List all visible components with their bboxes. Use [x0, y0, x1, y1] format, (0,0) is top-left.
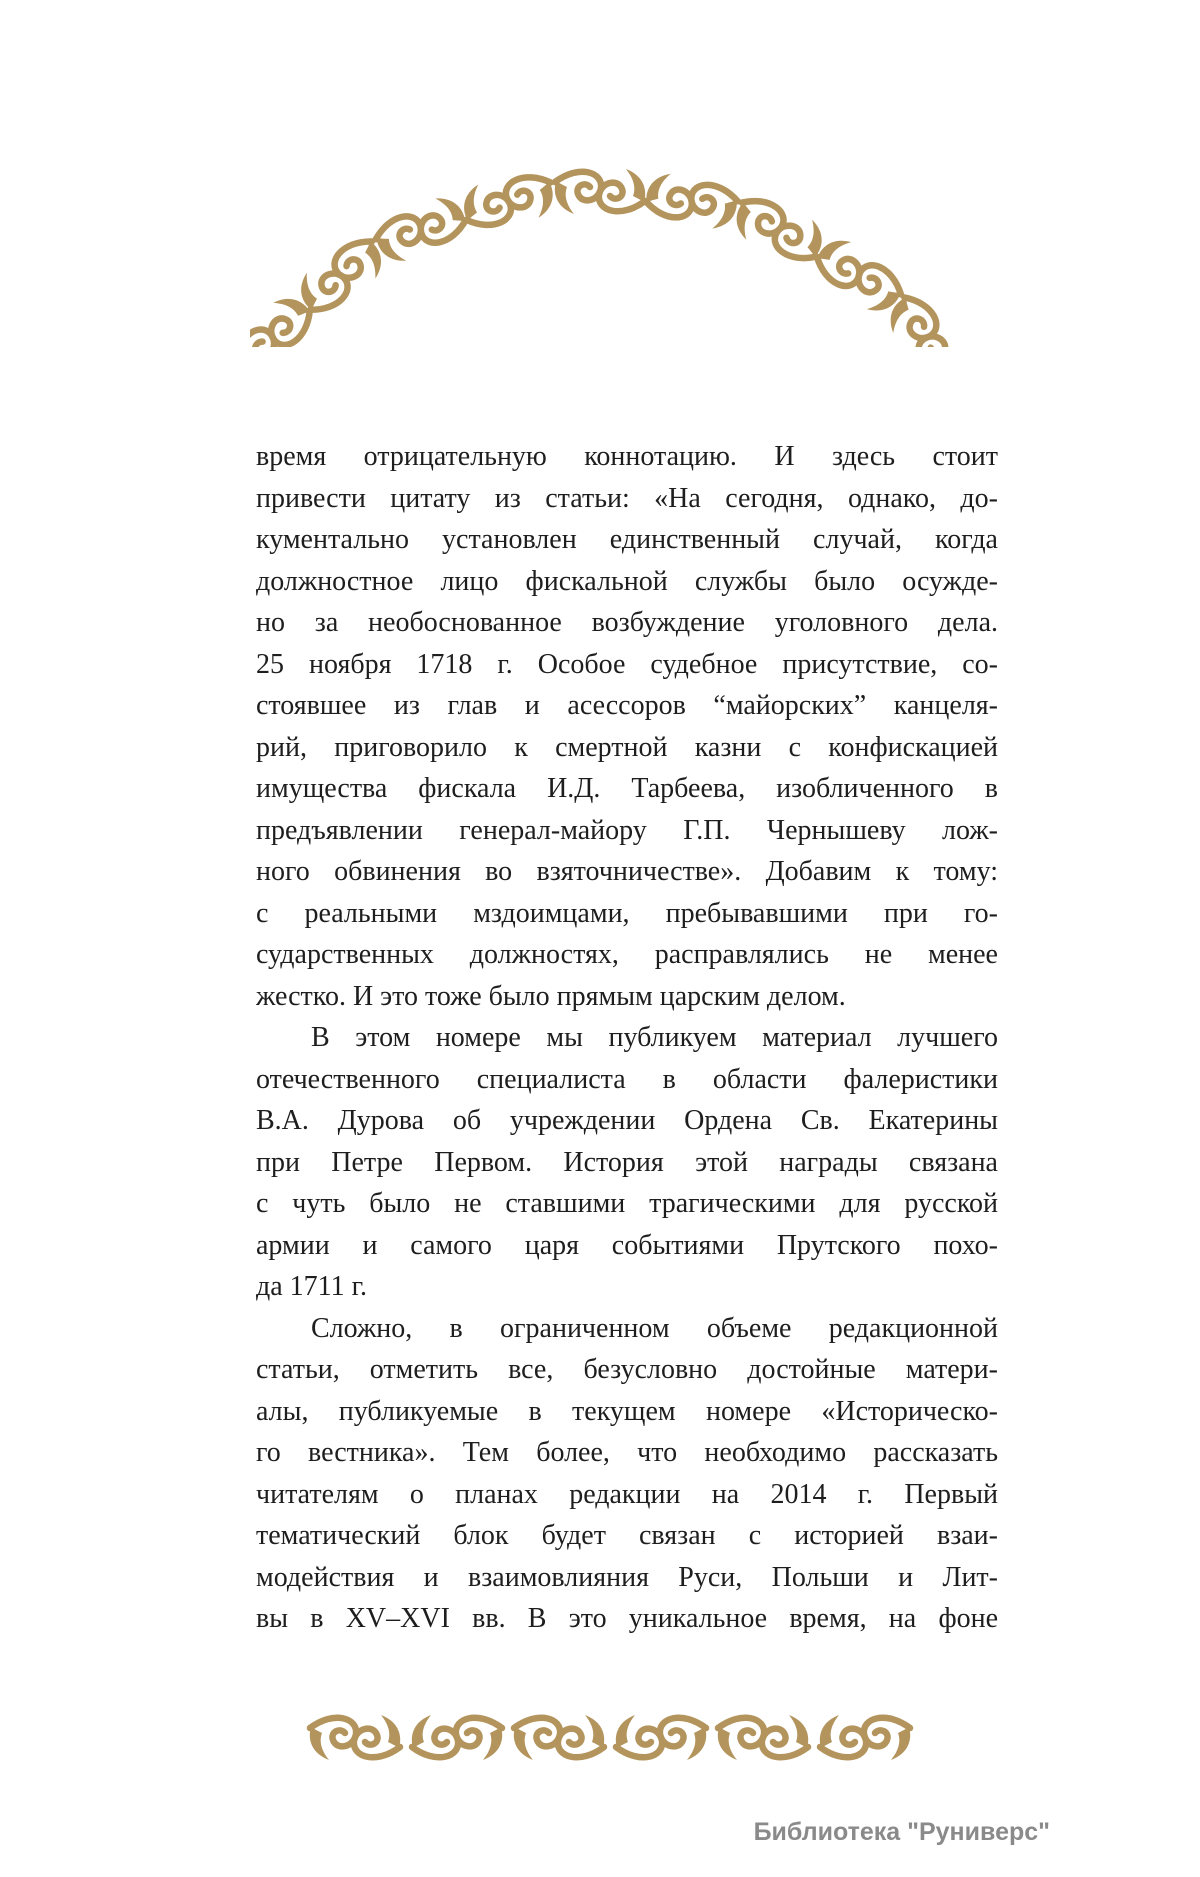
- text-line: отечественного специалиста в области фалеристики: [256, 1063, 998, 1095]
- text-line: модействия и взаимовлияния Руси, Польши и Лит-: [256, 1561, 998, 1593]
- text-line: стоявшее из глав и асессоров “майорских” канцеля-: [256, 690, 998, 721]
- text-line: В.А. Дурова об учреждении Ордена Св. Екатерины: [256, 1105, 998, 1136]
- text-line: 25 ноября 1718 г. Особое судебное присутствие, со-: [256, 648, 998, 680]
- text-line: вы в XV–XVI вв. В это уникальное время, на фоне: [256, 1603, 998, 1634]
- text-line: привести цитату из статьи: «На сегодня, однако, до-: [256, 482, 998, 514]
- text-line: рий, приговорило к смертной казни с конфискацией: [256, 731, 998, 763]
- text-line: Сложно, в ограниченном объеме редакционной: [311, 1312, 998, 1344]
- text-line: В этом номере мы публикуем материал лучшего: [311, 1022, 998, 1053]
- text-line: статьи, отметить все, безусловно достойные матери-: [256, 1354, 998, 1385]
- text-line: сударственных должностях, расправлялись не менее: [256, 939, 998, 970]
- bottom-band-ornament: [304, 1712, 916, 1763]
- library-watermark: Библиотека "Руниверс": [753, 1818, 1050, 1846]
- text-line: армии и самого царя событиями Прутского похо-: [256, 1229, 998, 1261]
- text-line: при Петре Первом. История этой награды связана: [256, 1146, 998, 1178]
- text-line: с чуть было не ставшими трагическими для русской: [256, 1188, 998, 1219]
- text-line: тематический блок будет связан с историей взаи-: [256, 1520, 998, 1551]
- text-line: время отрицательную коннотацию. И здесь стоит: [256, 441, 998, 472]
- text-line: го вестника». Тем более, что необходимо рассказать: [256, 1437, 998, 1468]
- text-line: алы, публикуемые в текущем номере «Историческо-: [256, 1395, 998, 1427]
- text-line: но за необоснованное возбуждение уголовного дела.: [256, 607, 998, 638]
- text-line: ного обвинения во взяточничестве». Добавим к тому:: [256, 856, 998, 887]
- article-text: [256, 436, 998, 1640]
- top-arch-ornament: [250, 152, 950, 347]
- text-line: да 1711 г.: [256, 1271, 367, 1302]
- text-line: с реальными мздоимцами, пребывавшими при го-: [256, 897, 998, 929]
- text-line: имущества фискала И.Д. Тарбеева, изобличенного в: [256, 773, 998, 804]
- text-line: кументально установлен единственный случай, когда: [256, 524, 998, 555]
- text-line: жестко. И это тоже было прямым царским делом.: [256, 980, 846, 1012]
- text-line: читателям о планах редакции на 2014 г. Первый: [256, 1478, 998, 1510]
- text-line: должностное лицо фискальной службы было осужде-: [256, 565, 998, 597]
- text-line: предъявлении генерал-майору Г.П. Чернышеву лож-: [256, 814, 998, 846]
